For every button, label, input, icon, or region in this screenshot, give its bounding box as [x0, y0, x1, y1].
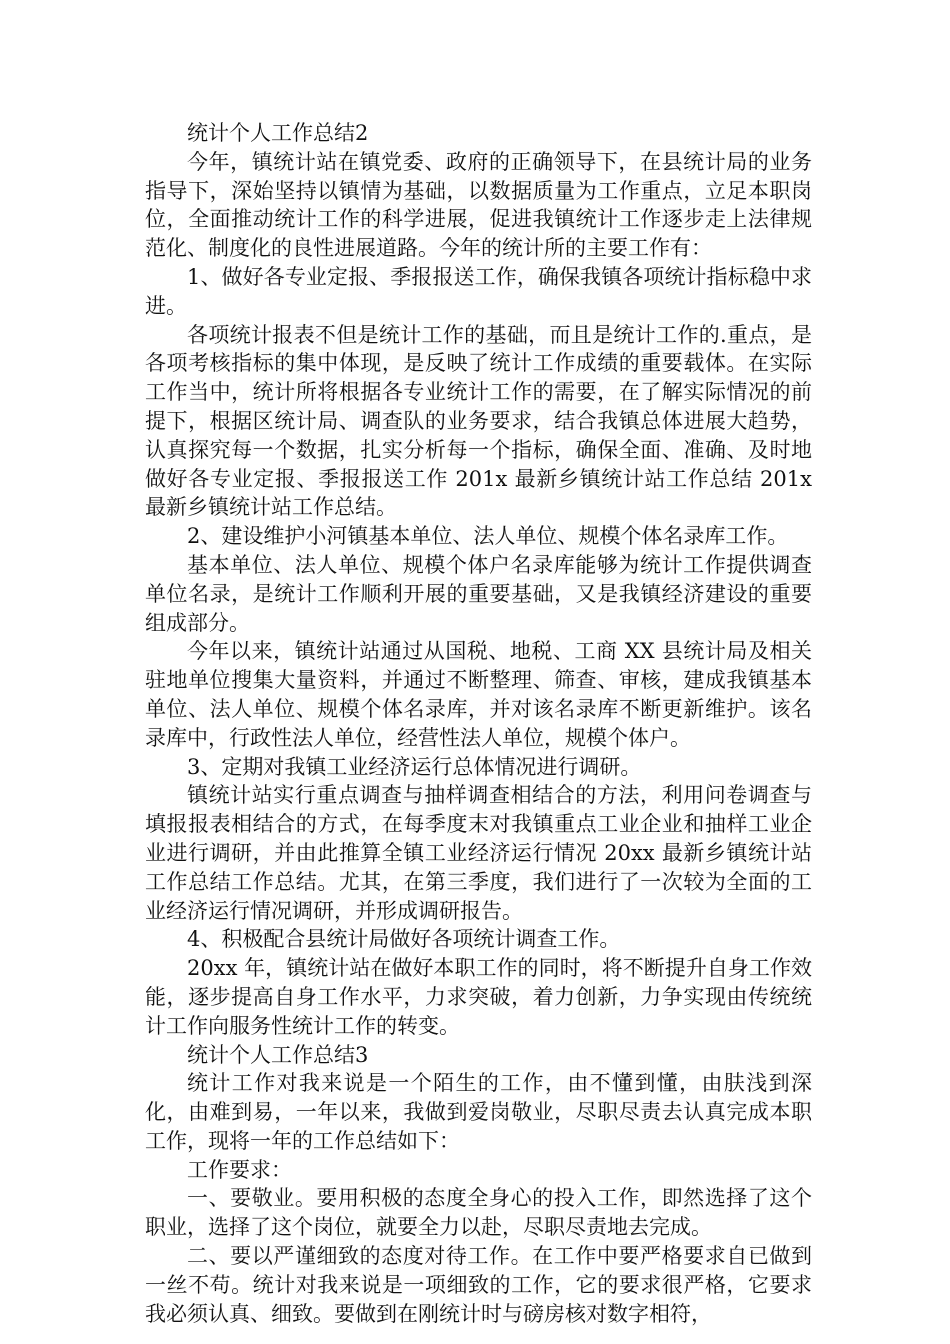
- paragraph: 4、积极配合县统计局做好各项统计调查工作。: [187, 927, 621, 952]
- paragraph: 3、定期对我镇工业经济运行总体情况进行调研。: [187, 754, 642, 779]
- paragraph: 1、做好各专业定报、季报报送工作，确保我镇各项统计指标稳中求进。: [145, 264, 812, 318]
- paragraph: 今年以来，镇统计站通过从国税、地税、工商 XX 县统计局及相关驻地单位搜集大量资料，并通过不断整理、筛查、审核，建成我镇基本单位、法人单位、规模个体名录库，并对该名录库不断更新维护。该名录库中，行政性法人单位，经营性法人单位，规模个体户。: [145, 639, 812, 750]
- document-page: [145, 119, 812, 1328]
- paragraph: 统计工作对我来说是一个陌生的工作，由不懂到懂，由肤浅到深化，由难到易，一年以来，我做到爱岗敬业，尽职尽责去认真完成本职工作，现将一年的工作总结如下：: [145, 1071, 812, 1153]
- paragraph: 镇统计站实行重点调查与抽样调查相结合的方法，利用问卷调查与填报报表相结合的方式，在每季度末对我镇重点工业企业和抽样工业企业进行调研，并由此推算全镇工业经济运行情况 20xx 最新乡镇统计站工作总结工作总结。尤其，在第三季度，我们进行了一次较为全面的工业经济运行情况调研，并形成调研报告。: [145, 783, 812, 923]
- section-title: 统计个人工作总结2: [187, 121, 369, 145]
- paragraph: 基本单位、法人单位、规模个体户名录库能够为统计工作提供调查单位名录，是统计工作顺利开展的重要基础，又是我镇经济建设的重要组成部分。: [145, 552, 812, 635]
- paragraph: 今年，镇统计站在镇党委、政府的正确领导下，在县统计局的业务指导下，深始坚持以镇情为基础，以数据质量为工作重点，立足本职岗位，全面推动统计工作的科学进展，促进我镇统计工作逐步走上法律规范化、制度化的良性进展道路。今年的统计所的主要工作有：: [145, 149, 812, 261]
- paragraph: 各项统计报表不但是统计工作的基础，而且是统计工作的.重点，是各项考核指标的集中体现，是反映了统计工作成绩的重要载体。在实际工作当中，统计所将根据各专业统计工作的需要，在了解实际情况的前提下，根据区统计局、调查队的业务要求，结合我镇总体进展大趋势，认真探究每一个数据，扎实分析每一个指标，确保全面、准确、及时地做好各专业定报、季报报送工作 201x 最新乡镇统计站工作总结 201x 最新乡镇统计站工作总结。: [145, 322, 812, 520]
- paragraph: 二、要以严谨细致的态度对待工作。在工作中要严格要求自已做到一丝不苟。统计对我来说是一项细致的工作，它的要求很严格，它要求我必须认真、细致。要做到在刚统计时与磅房核对数字相符，: [145, 1244, 812, 1326]
- section-title: 统计个人工作总结3: [187, 1042, 369, 1067]
- paragraph: 一、要敬业。要用积极的态度全身心的投入工作，即然选择了这个职业，选择了这个岗位，就要全力以赴，尽职尽责地去完成。: [145, 1186, 812, 1240]
- paragraph: 工作要求：: [187, 1157, 292, 1182]
- paragraph: 2、建设维护小河镇基本单位、法人单位、规模个体名录库工作。: [187, 524, 789, 549]
- paragraph: 20xx 年，镇统计站在做好本职工作的同时，将不断提升自身工作效能，逐步提高自身工作水平，力求突破，着力创新，力争实现由传统统计工作向服务性统计工作的转变。: [145, 956, 812, 1038]
